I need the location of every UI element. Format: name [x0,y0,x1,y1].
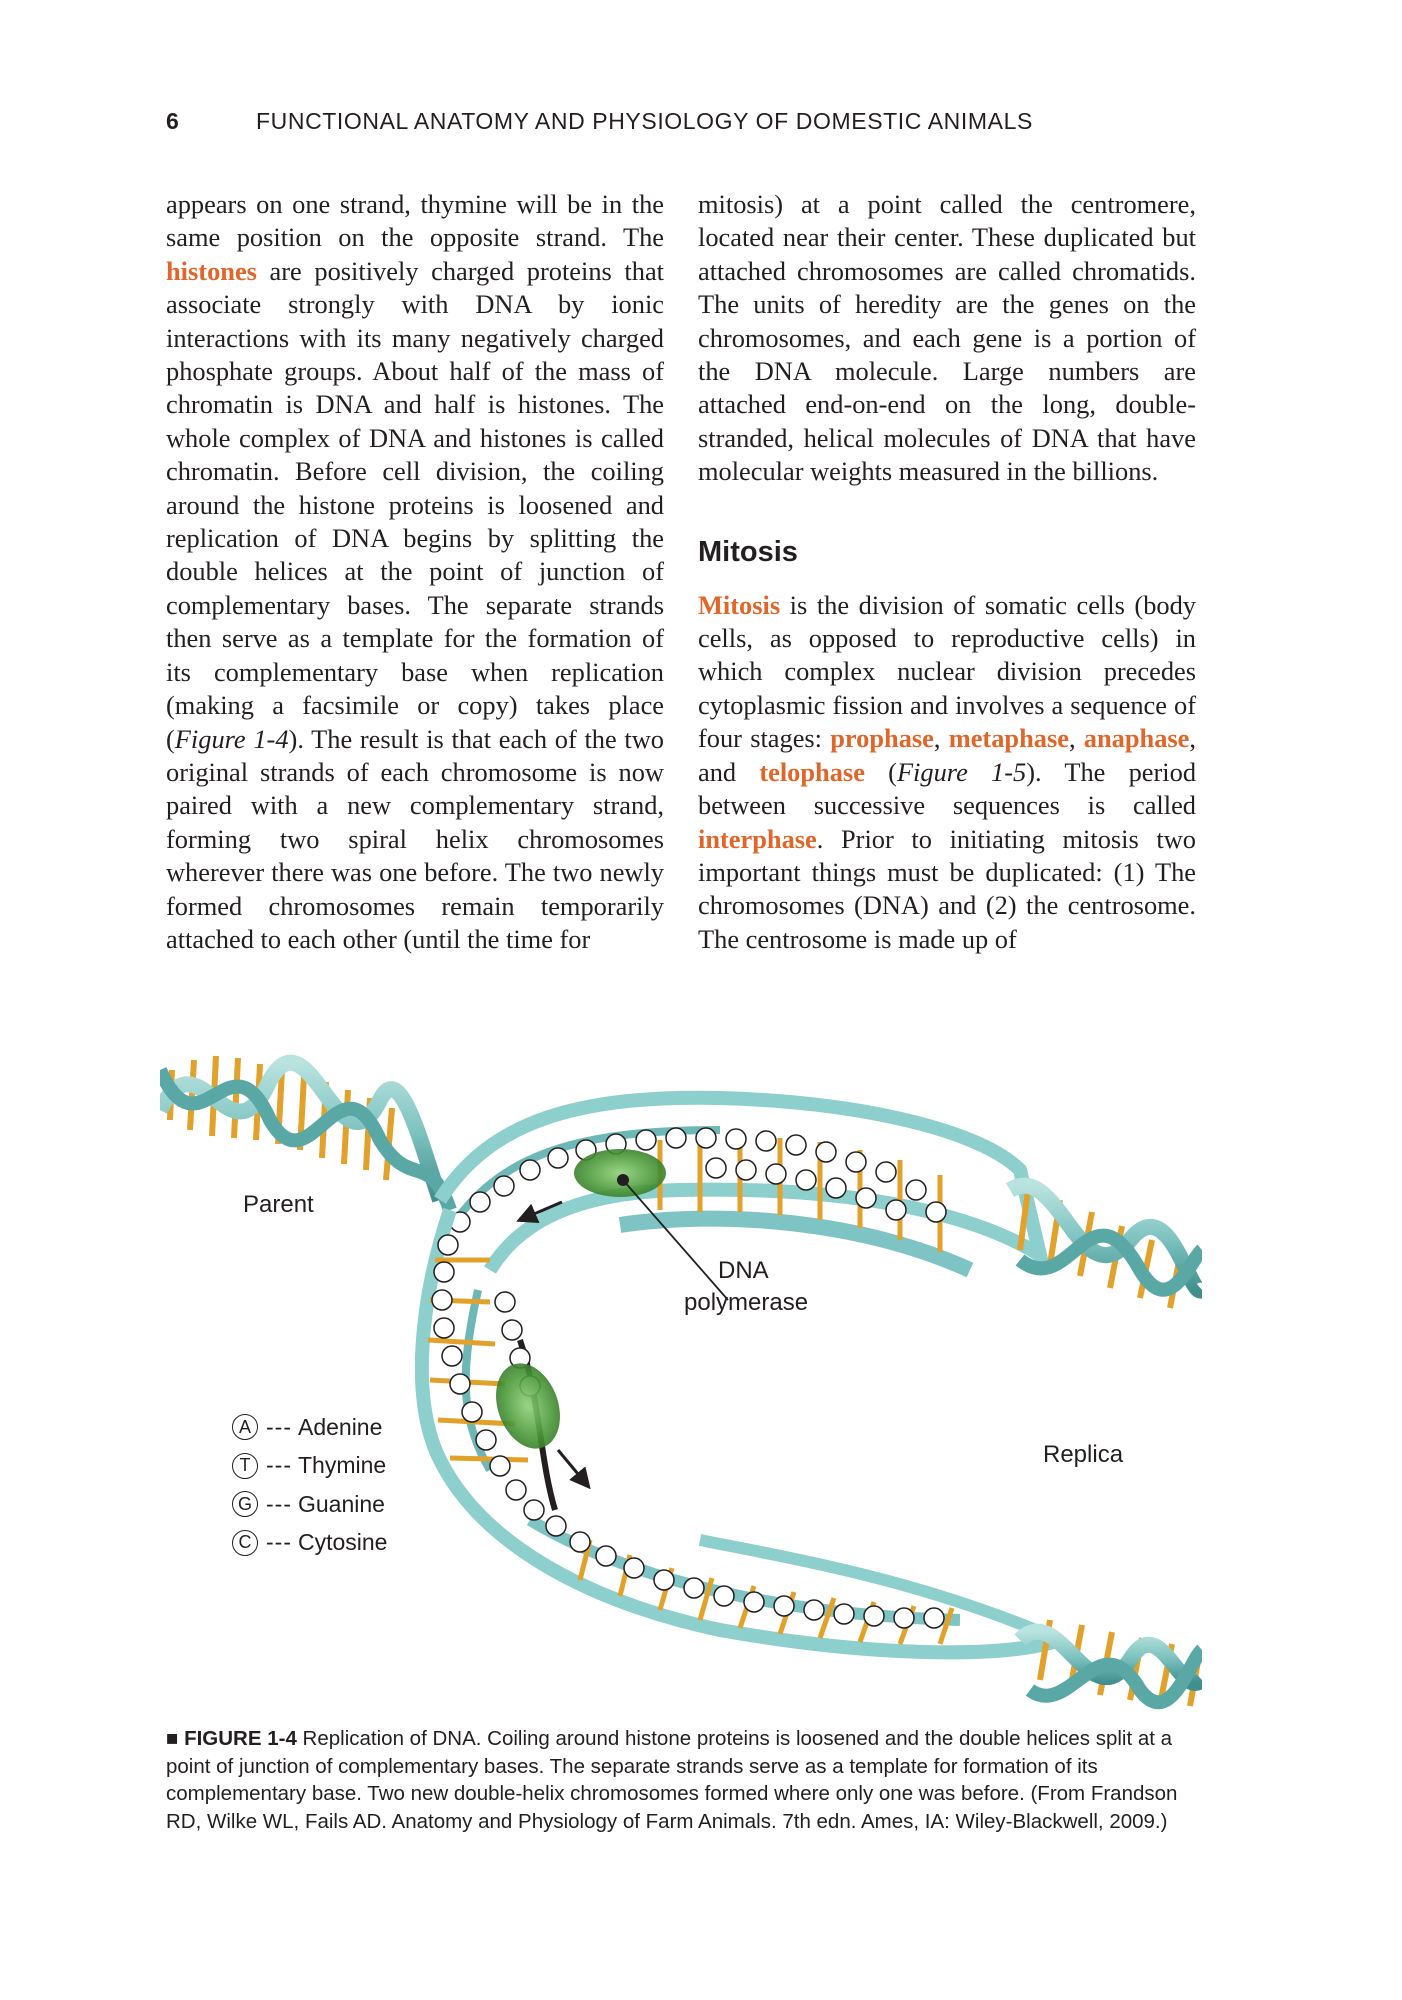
legend-label: Adenine [297,1413,383,1440]
base-circle-icon: G [232,1491,258,1517]
label-replica: Replica [1043,1441,1124,1468]
text-run: ). The result is that each of the two original strands of each chromosome is now paired with a new complementary strand, forming two spiral helix chromosomes wherever there was one before. The two newly formed chromosomes remain temporarily attached to each other (until the time for [166,723,664,954]
running-title: FUNCTIONAL ANATOMY AND PHYSIOLOGY OF DOMESTIC ANIMALS [256,108,1033,134]
page-number: 6 [166,108,180,134]
legend-dash: --- [266,1413,292,1440]
paragraph [166,188,664,956]
lower-replica-helix [1020,1620,1202,1706]
base-legend [232,1408,387,1562]
legend-item [232,1485,387,1524]
legend-label: Cytosine [297,1529,388,1556]
base-circle-icon: C [232,1530,258,1556]
paragraph [698,589,1196,956]
legend-dash: --- [266,1490,292,1517]
figure-ref: Figure 1-5 [896,756,1027,787]
dna-polymerase-upper [574,1149,666,1197]
legend-dash: --- [266,1452,292,1479]
dna-replication-figure [160,1040,1202,1710]
legend-item [232,1524,387,1563]
keyword-anaphase: anaphase [1083,723,1190,754]
text-run: ). The period between successive sequences is called [698,756,1197,821]
text-run: ( [864,756,897,787]
text-run: is the division of somatic cells (body cells, as opposed to reproductive cells) in which complex nuclear division precedes cytoplasmic fission and involves a sequence of four stages: [698,589,1196,754]
figure-ref: Figure 1-4 [174,723,289,754]
label-polymerase-line2: polymerase [684,1289,809,1316]
text-run: , [1068,723,1084,754]
polymerase-pointer-line [623,1180,728,1300]
text-run: , [933,723,949,754]
section-heading-mitosis: Mitosis [698,535,798,568]
figure-caption [166,1725,1196,1835]
legend-label: Guanine [297,1490,385,1517]
dna-polymerase-lower [485,1354,571,1457]
keyword-interphase: interphase [698,823,817,854]
text-run: are positively charged proteins that associate strongly with DNA by ionic interactions with its many negatively charged phosphate groups. About half of the mass of chromatin is DNA and half is histones. The whole complex of DNA and histones is called chromatin. Before cell division, the coiling around the histone proteins is loosened and replication of DNA begins by splitting the double helices at the point of junction of complementary bases. The separate strands then serve as a template for the formation of its complementary base when replication (making a facsimile or copy) takes place ( [166,255,664,754]
caption-square-icon: ■ [166,1727,185,1750]
keyword-telophase: telophase [759,756,865,787]
parent-helix [160,1056,450,1210]
direction-arrow-lower [558,1450,588,1486]
keyword-metaphase: metaphase [948,723,1069,754]
text-run: appears on one strand, thymine will be in the same position on the opposite strand. The [166,189,664,253]
legend-item [232,1447,387,1486]
text-run: , and [698,723,1196,787]
keyword-mitosis: Mitosis [698,589,781,620]
text-run: . Prior to initiating mitosis two important things must be duplicated: (1) The chromosomes (DNA) and (2) the centrosome. The centrosome is made up of [698,823,1196,954]
legend-label: Thymine [297,1452,387,1479]
label-parent: Parent [243,1191,314,1218]
legend-dash: --- [266,1529,292,1556]
left-column [166,188,664,956]
keyword-histones: histones [166,255,257,286]
label-polymerase-line1: DNA [718,1257,769,1284]
right-column [698,188,1196,956]
upper-fork [440,1098,1040,1270]
base-circle-icon: T [232,1453,258,1479]
paragraph: mitosis) at a point called the centromere, located near their center. These duplicated but attached chromosomes are called chromatids. The units of heredity are the genes on the chromosomes, and each gene is a portion of the DNA molecule. Large numbers are attached end-on-end on the long, double-stranded, helical molecules of DNA that have molecular weights measured in the billions. [698,189,1196,487]
keyword-prophase: prophase [830,723,934,754]
legend-item [232,1408,387,1447]
caption-figure-number: FIGURE 1-4 [184,1727,297,1750]
base-circle-icon: A [232,1414,258,1440]
caption-text: Replication of DNA. Coiling around histone proteins is loosened and the double helices split at a point of junction of complementary bases. The separate strands serve as a template for formation of its complementary base. Two new double-helix chromosomes formed where only one was before. (From Frandson RD, Wilke WL, Fails AD. Anatomy and Physiology of Farm Animals. 7th edn. Ames, IA: Wiley-Blackwell, 2009.) [166,1727,1178,1833]
running-header [166,108,1196,135]
